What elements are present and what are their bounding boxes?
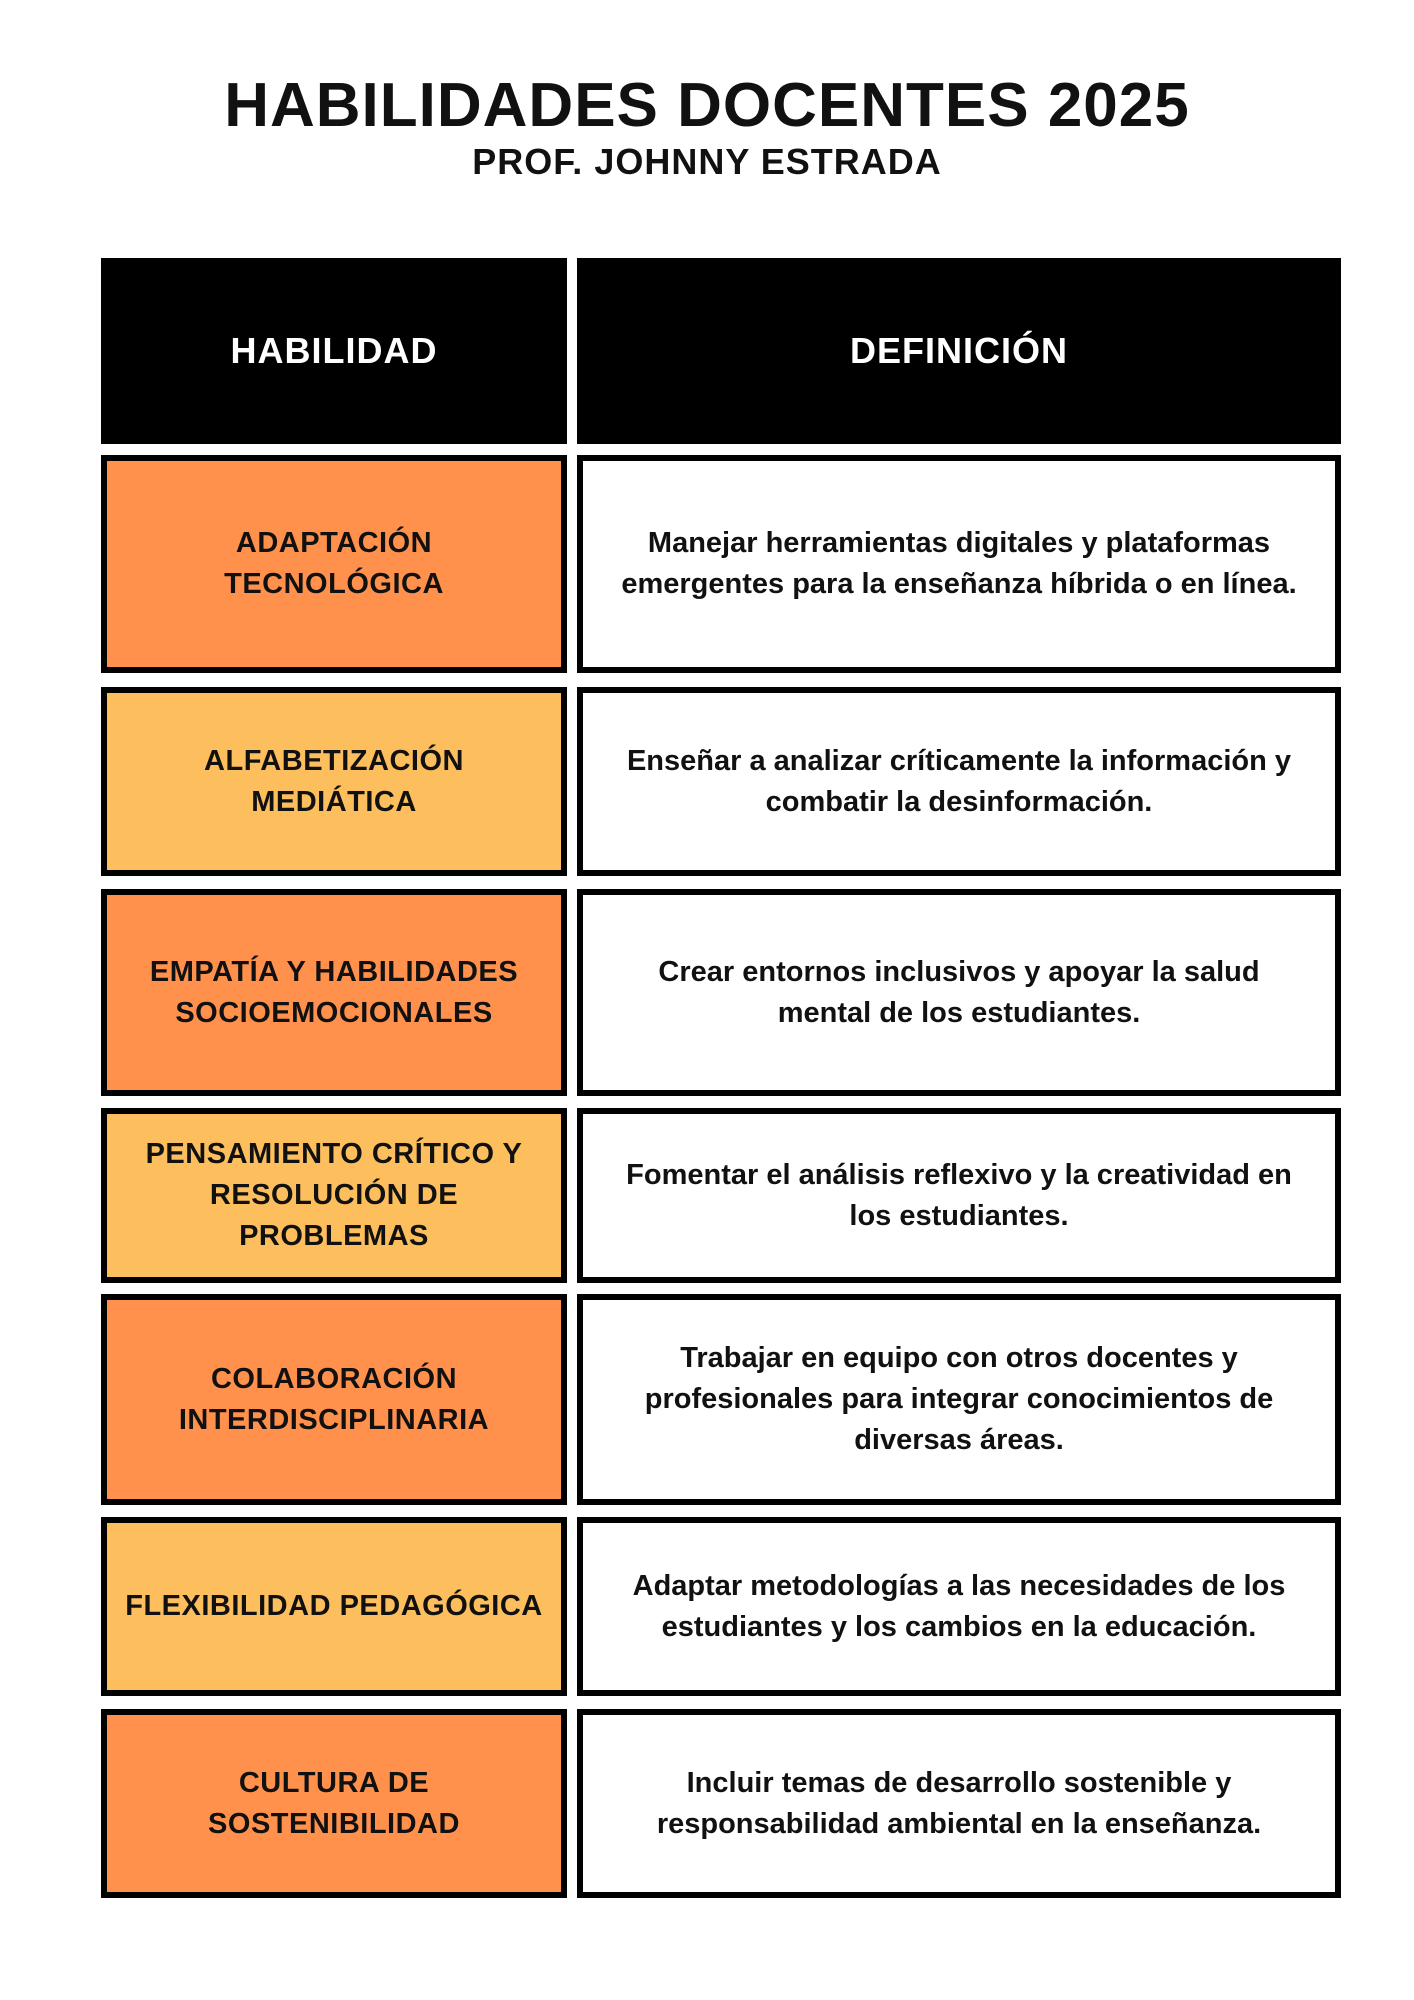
definition-cell: Trabajar en equipo con otros docentes y profesionales para integrar conocimientos de diversas áreas. xyxy=(577,1294,1341,1505)
skill-cell: ALFABETIZACIÓN MEDIÁTICA xyxy=(101,687,567,876)
definition-cell: Crear entornos inclusivos y apoyar la salud mental de los estudiantes. xyxy=(577,889,1341,1096)
skill-cell: COLABORACIÓN INTERDISCIPLINARIA xyxy=(101,1294,567,1505)
author-subtitle: PROF. JOHNNY ESTRADA xyxy=(472,141,942,182)
skill-cell: ADAPTACIÓN TECNOLÓGICA xyxy=(101,455,567,673)
definition-cell: Manejar herramientas digitales y plataformas emergentes para la enseñanza híbrida o en línea. xyxy=(577,455,1341,673)
page-title: HABILIDADES DOCENTES 2025 xyxy=(224,71,1190,140)
header-skill: HABILIDAD xyxy=(101,258,567,444)
skill-cell: FLEXIBILIDAD PEDAGÓGICA xyxy=(101,1517,567,1696)
skill-cell: PENSAMIENTO CRÍTICO Y RESOLUCIÓN DE PROBLEMAS xyxy=(101,1108,567,1283)
definition-cell: Enseñar a analizar críticamente la información y combatir la desinformación. xyxy=(577,687,1341,876)
header-definition: DEFINICIÓN xyxy=(577,258,1341,444)
definition-cell: Incluir temas de desarrollo sostenible y responsabilidad ambiental en la enseñanza. xyxy=(577,1709,1341,1898)
skill-cell: CULTURA DE SOSTENIBILIDAD xyxy=(101,1709,567,1898)
definition-cell: Adaptar metodologías a las necesidades de los estudiantes y los cambios en la educación. xyxy=(577,1517,1341,1696)
skill-cell: EMPATÍA Y HABILIDADES SOCIOEMOCIONALES xyxy=(101,889,567,1096)
definition-cell: Fomentar el análisis reflexivo y la creatividad en los estudiantes. xyxy=(577,1108,1341,1283)
